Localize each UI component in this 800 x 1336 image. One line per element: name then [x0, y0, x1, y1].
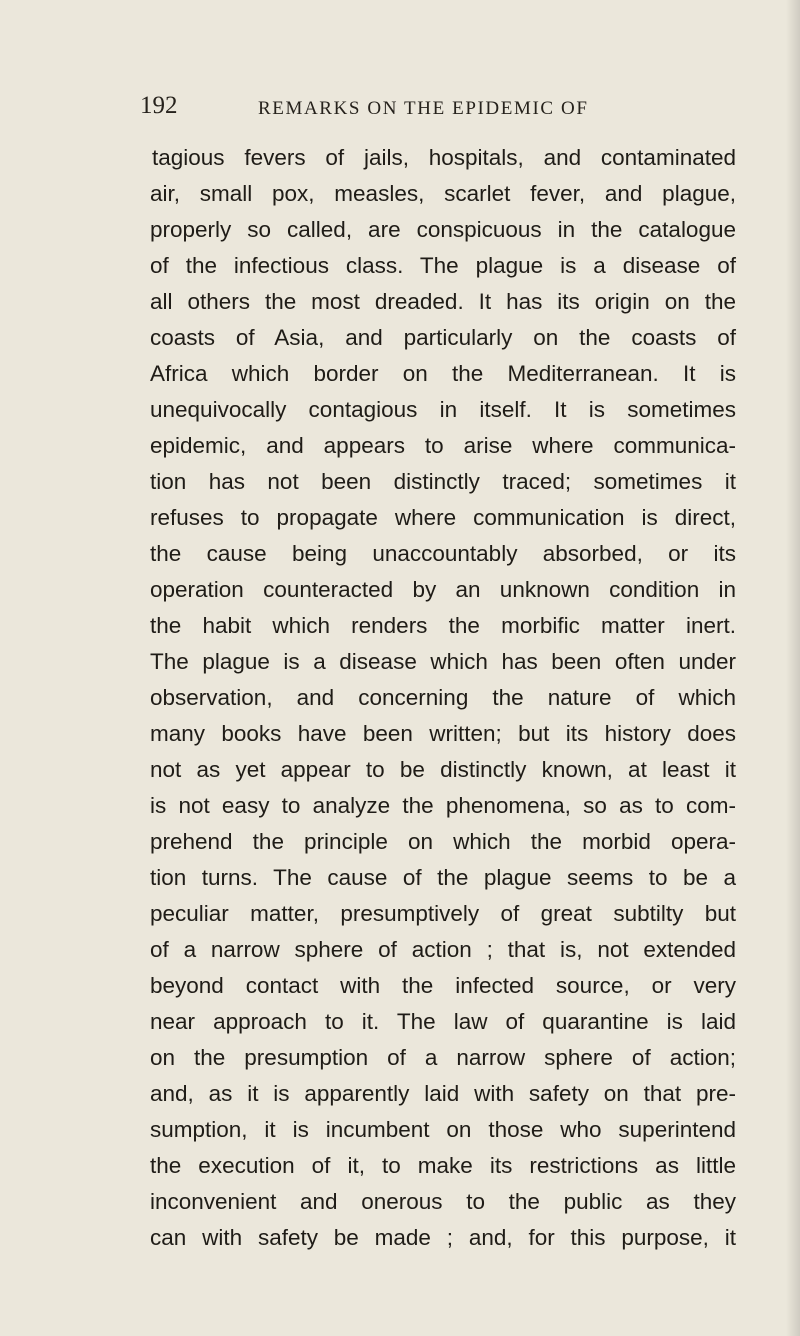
text-line: the execution of it, to make its restrictions as little — [150, 1153, 736, 1178]
text-line: coasts of Asia, and particularly on the coasts of — [150, 325, 736, 350]
text-line: unequivocally contagious in itself. It is sometimes — [150, 397, 736, 422]
text-line: air, small pox, measles, scarlet fever, and plague, — [150, 181, 736, 206]
text-line: and, as it is apparently laid with safety on that pre- — [150, 1081, 736, 1106]
text-line: near approach to it. The law of quarantine is laid — [150, 1009, 736, 1034]
text-line: all others the most dreaded. It has its origin on the — [150, 289, 736, 314]
text-line: the cause being unaccountably absorbed, or its — [150, 541, 736, 566]
text-line: The plague is a disease which has been often under — [150, 649, 736, 674]
body-text — [150, 140, 736, 1256]
text-line: tion turns. The cause of the plague seems to be a — [150, 865, 736, 890]
text-line: tion has not been distinctly traced; sometimes it — [150, 469, 736, 494]
text-line: observation, and concerning the nature of which — [150, 685, 736, 710]
text-line: prehend the principle on which the morbid opera- — [150, 829, 736, 854]
text-line: beyond contact with the infected source, or very — [150, 973, 736, 998]
text-line: not as yet appear to be distinctly known, at least it — [150, 757, 736, 782]
text-line: refuses to propagate where communication is direct, — [150, 505, 736, 530]
text-line: of a narrow sphere of action ; that is, not extended — [150, 937, 736, 962]
text-line: Africa which border on the Mediterranean. It is — [150, 361, 736, 386]
text-line: operation counteracted by an unknown condition in — [150, 577, 736, 602]
text-line: is not easy to analyze the phenomena, so as to com- — [150, 793, 736, 818]
text-line: many books have been written; but its history does — [150, 721, 736, 746]
running-head-title: REMARKS ON THE EPIDEMIC OF — [258, 98, 589, 119]
page-number: 192 — [140, 92, 178, 119]
text-line: tagious fevers of jails, hospitals, and contaminated — [152, 145, 736, 170]
text-line: epidemic, and appears to arise where communica- — [150, 433, 736, 458]
text-line: of the infectious class. The plague is a disease of — [150, 253, 736, 278]
text-line: sumption, it is incumbent on those who superintend — [150, 1117, 736, 1142]
text-line: peculiar matter, presumptively of great subtilty but — [150, 901, 736, 926]
text-line: inconvenient and onerous to the public as they — [150, 1189, 736, 1214]
running-head — [130, 92, 730, 132]
text-line: can with safety be made ; and, for this purpose, it — [150, 1225, 736, 1250]
text-line: on the presumption of a narrow sphere of action; — [150, 1045, 736, 1070]
text-line: the habit which renders the morbific matter inert. — [150, 613, 736, 638]
text-line: properly so called, are conspicuous in the catalogue — [150, 217, 736, 242]
